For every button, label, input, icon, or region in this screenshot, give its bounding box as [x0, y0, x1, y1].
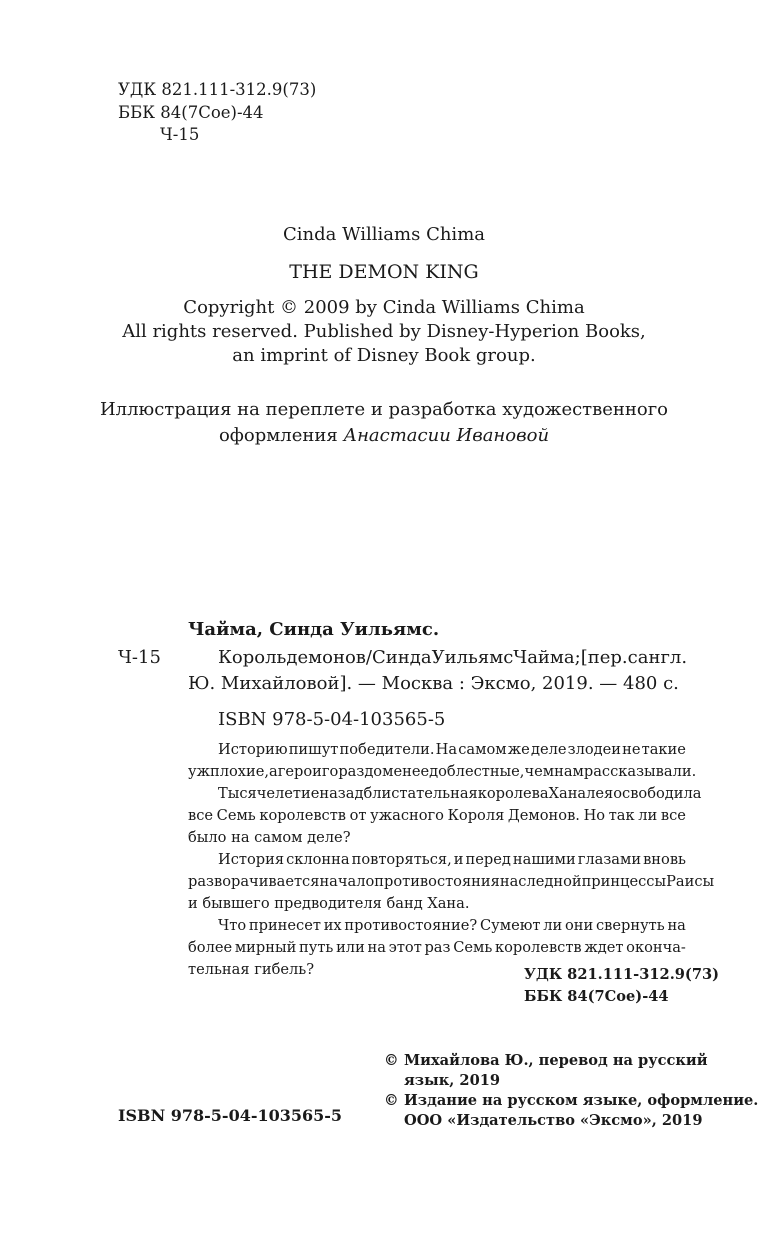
annotation-word: блистательная — [363, 785, 478, 802]
annotation-word: Что — [218, 917, 247, 934]
illustration-credit-prefix: оформления — [218, 425, 338, 446]
annotation-word: победители. — [339, 741, 435, 758]
annotation-word: от — [349, 807, 367, 824]
annotation-word: такие — [641, 741, 686, 758]
annotation-line — [188, 873, 715, 890]
annotation-word: королева — [477, 785, 549, 802]
annotation-word: или — [336, 939, 365, 956]
annotation-word: ли — [543, 917, 563, 934]
annotation-word: принесет — [248, 917, 321, 934]
annotation-word: королевств — [259, 807, 347, 824]
annotation-word: ли — [638, 807, 658, 824]
original-title: THE DEMON KING — [289, 261, 479, 283]
bbk-code-bottom: ББК 84(7Сое)-44 — [524, 988, 669, 1005]
bib-word: Синда — [372, 647, 432, 668]
copyright-edition-line-2: ООО «Издательство «Эксмо», 2019 — [404, 1112, 703, 1129]
annotation-word: королевств — [495, 939, 582, 956]
annotation-line — [218, 851, 686, 868]
annotation-word: на — [367, 939, 386, 956]
copyright-line-1: Copyright © 2009 by Cinda Williams Chima — [183, 297, 585, 318]
annotation-word: начало — [319, 873, 375, 890]
original-author: Cinda Williams Chima — [283, 224, 485, 245]
annotation-word: уж — [188, 763, 211, 780]
annotation-word: их — [323, 917, 342, 934]
bib-word: Чайма — [513, 647, 575, 668]
annotation-word: самом — [458, 741, 507, 758]
annotation-word: перед — [465, 851, 511, 868]
annotation-word: на — [667, 917, 686, 934]
annotation-word: гораздо — [321, 763, 383, 780]
annotation-word: Короля — [447, 807, 505, 824]
annotation-word: нам — [554, 763, 584, 780]
annotation-line: и бывшего предводителя банд Хана. — [188, 895, 470, 912]
annotation-line — [188, 763, 697, 780]
annotation-word: Демонов. — [507, 807, 580, 824]
annotation-line — [218, 917, 686, 934]
annotation-word: повторяться, — [351, 851, 452, 868]
annotation-word: оконча- — [626, 939, 686, 956]
annotation-word: Раисы — [666, 873, 715, 890]
annotation-word: История — [218, 851, 285, 868]
annotation-line: было на самом деле? — [188, 829, 351, 846]
annotation-line — [188, 939, 686, 956]
copyright-mark: © — [384, 1052, 399, 1069]
author-sign-top: Ч-15 — [160, 125, 200, 144]
annotation-word: нашими — [512, 851, 576, 868]
annotation-word: ждет — [584, 939, 624, 956]
bib-word: англ. — [637, 647, 688, 668]
annotation-word: пишут — [288, 741, 339, 758]
annotation-word: все — [660, 807, 686, 824]
bib-author-sign: Ч-15 — [118, 647, 161, 668]
annotation-word: так — [608, 807, 635, 824]
annotation-word: герои — [277, 763, 322, 780]
bib-author: Чайма, Синда Уильямс. — [188, 619, 440, 640]
annotation-word: они — [565, 917, 594, 934]
annotation-word: Историю — [218, 741, 288, 758]
annotation-word: и — [453, 851, 464, 868]
annotation-word: менее — [382, 763, 430, 780]
annotation-word: доблестные, — [429, 763, 525, 780]
udk-code-bottom: УДК 821.111-312.9(73) — [524, 966, 720, 983]
annotation-word: чем — [524, 763, 555, 780]
annotation-word: плохие, — [210, 763, 270, 780]
annotation-word: не — [622, 741, 641, 758]
bib-word: [пер. — [580, 647, 628, 668]
copyright-edition-line-1: Издание на русском языке, оформление. — [404, 1092, 759, 1109]
bib-isbn: ISBN 978-5-04-103565-5 — [218, 709, 446, 730]
annotation-line — [218, 741, 686, 758]
annotation-word: этот — [388, 939, 422, 956]
annotation-word: Семь — [453, 939, 493, 956]
illustration-credit-line-2 — [0, 425, 768, 446]
copyright-translation-line-1: Михайлова Ю., перевод на русский — [404, 1052, 708, 1069]
annotation-word: мирный — [234, 939, 297, 956]
bib-word: Король — [218, 647, 287, 668]
annotation-word: Сумеют — [479, 917, 541, 934]
illustrator-name: Анастасии Ивановой — [343, 425, 550, 446]
bib-word: / — [365, 647, 372, 668]
annotation-word: Ханалея — [548, 785, 614, 802]
annotation-word: раз — [424, 939, 451, 956]
bib-word: демонов — [286, 647, 366, 668]
annotation-line — [188, 807, 686, 824]
annotation-word: Семь — [216, 807, 256, 824]
annotation-word: злодеи — [567, 741, 621, 758]
bib-word: Уильямс — [431, 647, 514, 668]
annotation-word: вновь — [643, 851, 686, 868]
annotation-word: Тысячелетие — [218, 785, 320, 802]
annotation-word: назад — [319, 785, 364, 802]
annotation-word: свернуть — [596, 917, 665, 934]
annotation-word: деле — [530, 741, 567, 758]
annotation-word: склонна — [286, 851, 350, 868]
copyright-mark: © — [384, 1092, 399, 1109]
annotation-word: путь — [299, 939, 334, 956]
annotation-line — [218, 785, 702, 802]
bib-title-line-1 — [218, 647, 686, 668]
annotation-word: глазами — [577, 851, 642, 868]
bib-title-line-2: Ю. Михайловой]. — Москва : Эксмо, 2019. — 480 с. — [188, 673, 679, 694]
copyright-line-2: All rights reserved. Published by Disney-Hyperion Books, — [122, 321, 646, 342]
annotation-word: принцессы — [581, 873, 667, 890]
annotation-word: а — [269, 763, 278, 780]
copyright-translation-line-2: язык, 2019 — [404, 1072, 501, 1089]
annotation-word: разворачивается — [188, 873, 320, 890]
annotation-word: ужасного — [370, 807, 444, 824]
udk-code-top: УДК 821.111-312.9(73) — [118, 80, 317, 99]
annotation-word: На — [435, 741, 458, 758]
annotation-word: наследной — [499, 873, 582, 890]
annotation-word: все — [188, 807, 214, 824]
annotation-word: рассказывали. — [583, 763, 697, 780]
annotation-word: Но — [583, 807, 606, 824]
annotation-word: же — [507, 741, 530, 758]
annotation-word: освободила — [613, 785, 702, 802]
bib-word: с — [627, 647, 638, 668]
copyright-line-3: an imprint of Disney Book group. — [232, 345, 536, 366]
annotation-word: более — [188, 939, 233, 956]
illustration-credit-line-1: Иллюстрация на переплете и разработка художественного — [99, 399, 669, 420]
annotation-word: противостояния — [374, 873, 500, 890]
annotation-line: тельная гибель? — [188, 961, 315, 978]
bbk-code-top: ББК 84(7Сое)-44 — [118, 103, 264, 122]
annotation-word: противостояние? — [344, 917, 478, 934]
bib-word: ; — [574, 647, 581, 668]
isbn-bottom: ISBN 978-5-04-103565-5 — [118, 1106, 343, 1125]
